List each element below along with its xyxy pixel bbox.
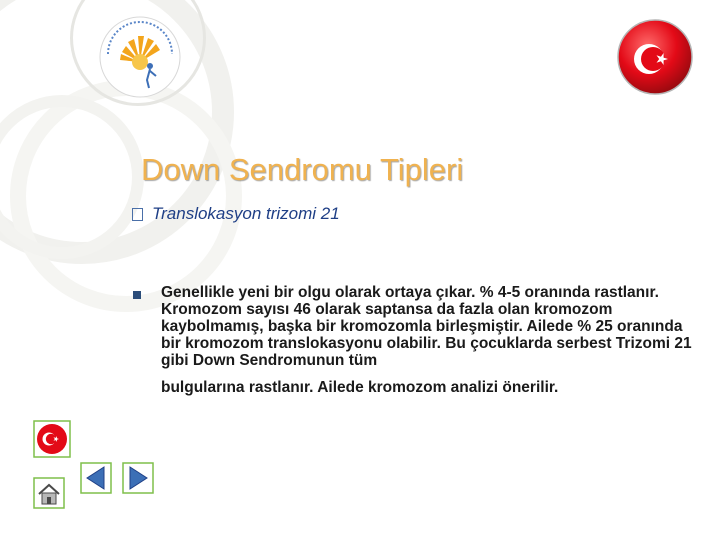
slide-title: Down Sendromu Tipleri — [141, 152, 464, 187]
square-bullet-icon — [133, 291, 141, 299]
back-button[interactable] — [80, 462, 112, 494]
checkbox-bullet-icon — [132, 208, 143, 221]
back-arrow-icon — [80, 462, 112, 494]
bullet-paragraph — [161, 284, 706, 396]
forward-button[interactable] — [122, 462, 154, 494]
subtitle-row — [132, 204, 340, 224]
association-logo-icon — [92, 14, 188, 100]
turkish-flag-icon — [616, 18, 694, 96]
bullet-text: Genellikle yeni bir olgu olarak ortaya çıkar. % 4-5 oranında rastlanır. Kromozom sayısı 46 olarak saptansa da fazla olan kromozom kaybolmamış, başka bir kromozomla birleşmiştir. Ailede % 25 oranında bir kromozom translokasyonu olabilir. Bu çocuklarda serbest Trizomi 21 gibi Down Sendromunun tüm — [161, 284, 692, 369]
slide-subtitle: Translokasyon trizomi 21 — [152, 204, 340, 223]
forward-arrow-icon — [122, 462, 154, 494]
home-button[interactable] — [33, 477, 65, 509]
turkish-flag-small-icon — [33, 420, 71, 458]
home-icon — [33, 477, 65, 509]
decorative-ring — [10, 80, 242, 312]
decorative-ring — [0, 95, 144, 259]
bullet-text-continued: bulgularına rastlanır. Ailede kromozom analizi önerilir. — [161, 379, 559, 396]
